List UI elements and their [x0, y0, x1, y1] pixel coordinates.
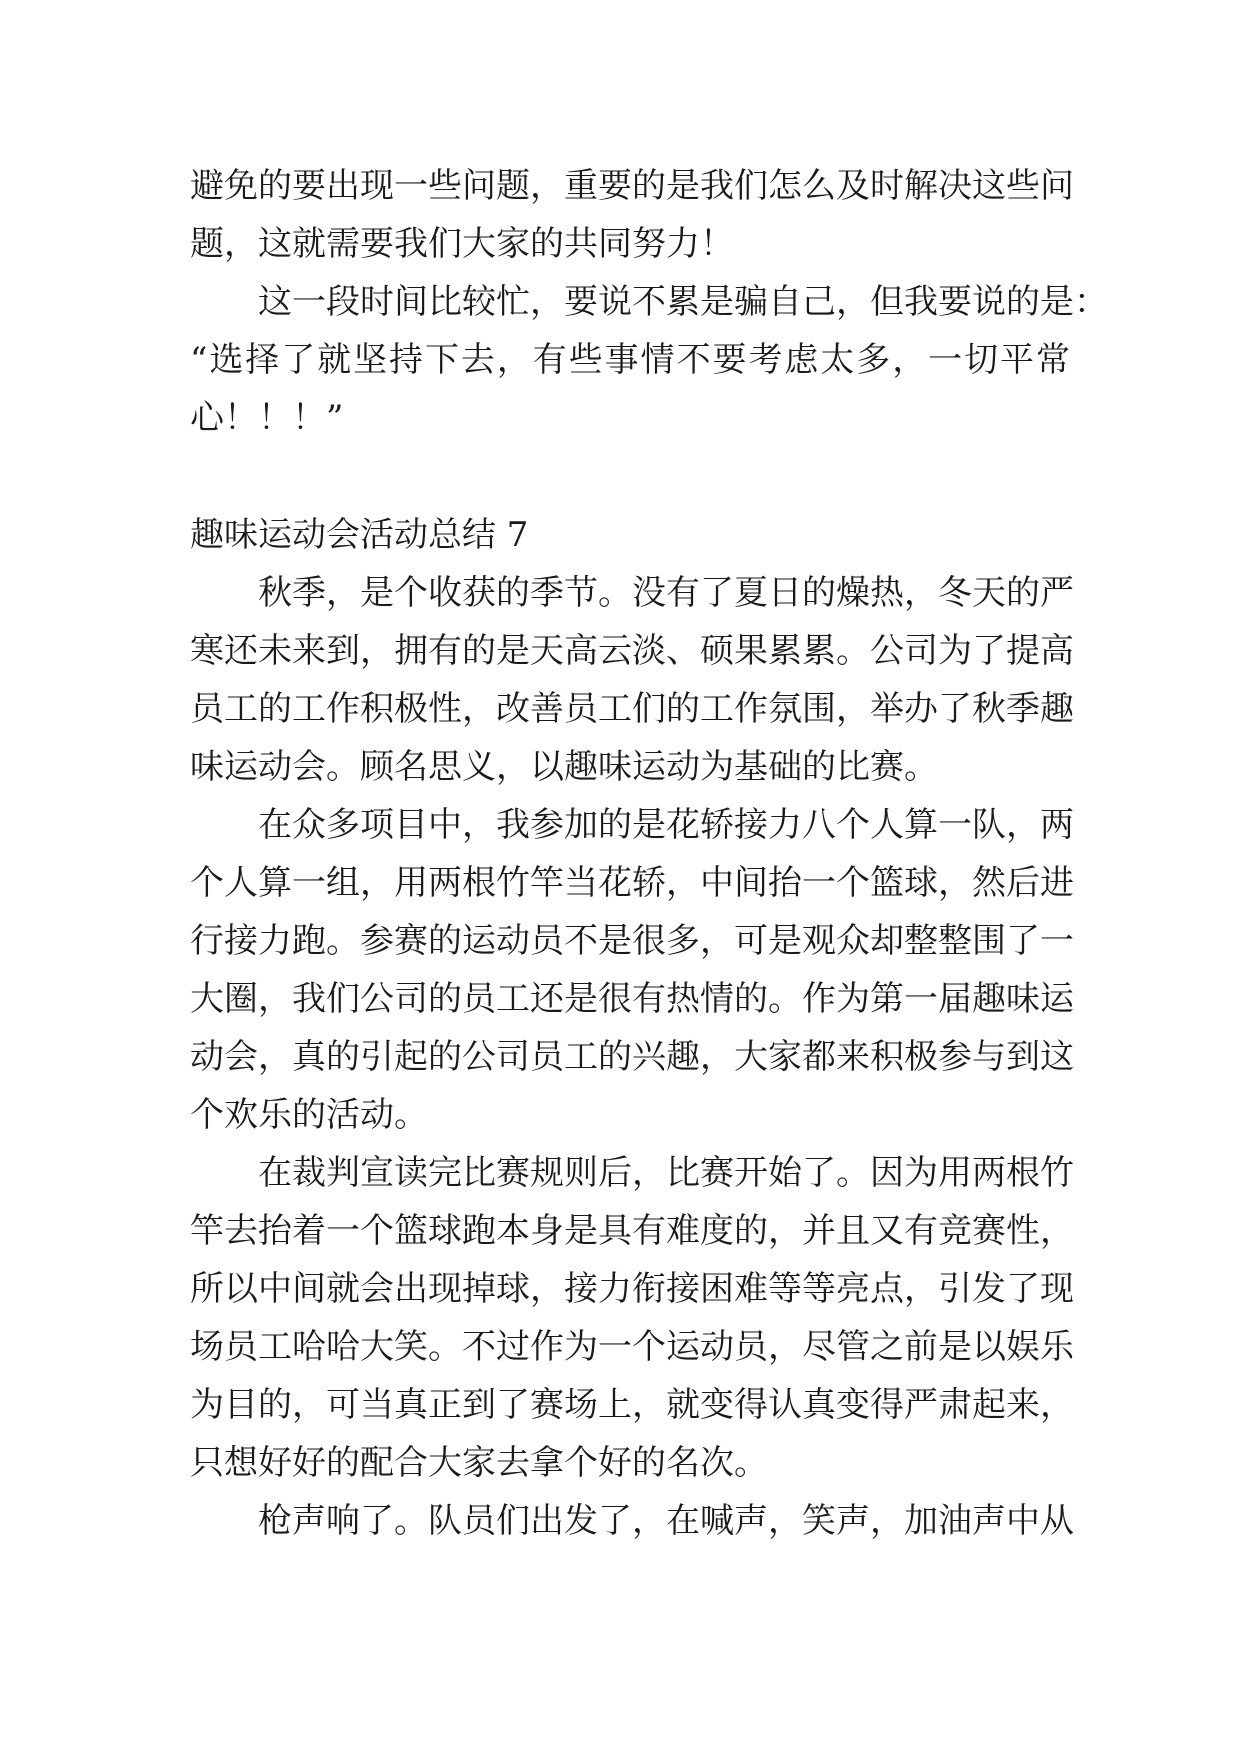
paragraph-line: 为目的，可当真正到了赛场上，就变得认真变得严肃起来， [190, 1385, 1074, 1425]
paragraph-line: 题，这就需要我们大家的共同努力！ [190, 224, 734, 264]
paragraph-line: 场员工哈哈大笑。不过作为一个运动员，尽管之前是以娱乐 [190, 1327, 1074, 1367]
paragraph-line: 秋季，是个收获的季节。没有了夏日的燥热，冬天的严 [258, 573, 1074, 613]
paragraph-line: 在众多项目中，我参加的是花轿接力八个人算一队，两 [258, 805, 1074, 845]
section-heading: 趣味运动会活动总结 7 [190, 515, 529, 555]
paragraph-line: 心！！！” [190, 398, 344, 438]
paragraph-line: 味运动会。顾名思义，以趣味运动为基础的比赛。 [190, 747, 938, 787]
paragraph-line: 在裁判宣读完比赛规则后，比赛开始了。因为用两根竹 [258, 1153, 1074, 1193]
paragraph-line: 大圈，我们公司的员工还是很有热情的。作为第一届趣味运 [190, 979, 1074, 1019]
paragraph-line: 这一段时间比较忙，要说不累是骗自己，但我要说的是： [258, 282, 1108, 322]
paragraph-line: 枪声响了。队员们出发了，在喊声，笑声，加油声中从 [258, 1501, 1074, 1541]
paragraph-line: 个欢乐的活动。 [190, 1095, 428, 1135]
paragraph-line: 个人算一组，用两根竹竿当花轿，中间抬一个篮球，然后进 [190, 863, 1074, 903]
paragraph-line: “选择了就坚持下去，有些事情不要考虑太多，一切平常 [190, 340, 1070, 380]
paragraph-line: 寒还未来到，拥有的是天高云淡、硕果累累。公司为了提高 [190, 631, 1074, 671]
paragraph-line: 所以中间就会出现掉球，接力衔接困难等等亮点，引发了现 [190, 1269, 1074, 1309]
paragraph-line: 只想好好的配合大家去拿个好的名次。 [190, 1443, 768, 1483]
paragraph-line: 避免的要出现一些问题，重要的是我们怎么及时解决这些问 [190, 166, 1074, 206]
paragraph-line: 员工的工作积极性，改善员工们的工作氛围，举办了秋季趣 [190, 689, 1074, 729]
paragraph-line: 行接力跑。参赛的运动员不是很多，可是观众却整整围了一 [190, 921, 1074, 961]
paragraph-line: 动会，真的引起的公司员工的兴趣，大家都来积极参与到这 [190, 1037, 1074, 1077]
paragraph-line: 竿去抬着一个篮球跑本身是具有难度的，并且又有竞赛性， [190, 1211, 1074, 1251]
